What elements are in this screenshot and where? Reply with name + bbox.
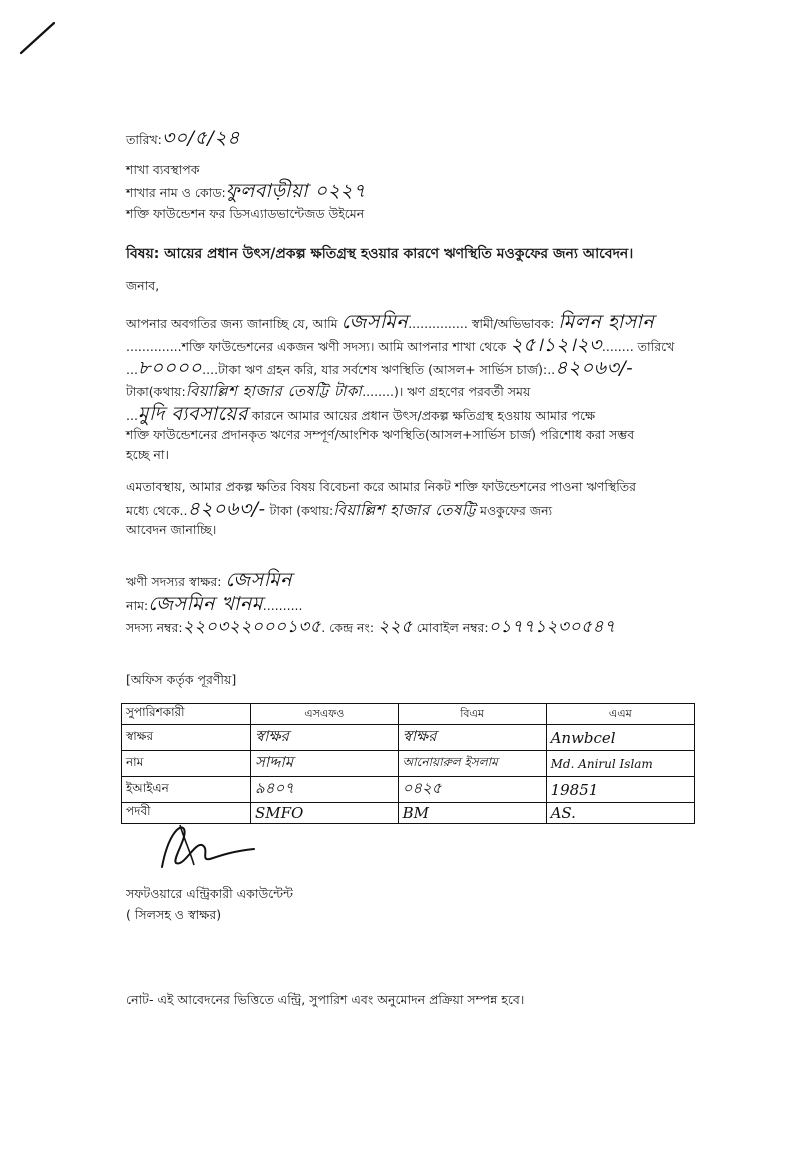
table-row xyxy=(122,777,695,803)
accountant-signature xyxy=(150,815,260,875)
am-signature: Anwbcel xyxy=(546,725,694,751)
date-label: তারিখ: xyxy=(126,132,162,147)
sfo-ein: ৯৪০৭ xyxy=(250,777,398,803)
body1-text4: ........ তারিখে xyxy=(601,339,675,354)
table-row xyxy=(122,751,695,777)
sfo-signature: স্বাক্ষর xyxy=(250,725,398,751)
member-number-line xyxy=(126,617,616,638)
pen-stroke-mark xyxy=(18,20,58,56)
center-number-handwritten: ২২৫ xyxy=(378,617,413,637)
loan-amount-handwritten: ৮০০০০ xyxy=(137,357,203,379)
header-sfo: এসএফও xyxy=(250,704,398,725)
bm-name: আনোয়ারুল ইসলাম xyxy=(398,751,546,777)
body1-line2 xyxy=(126,335,674,357)
balance-words-handwritten: বিয়াল্লিশ হাজার তেষট্টি টাকা xyxy=(185,382,363,400)
body1-text3: ..............শক্তি ফাউন্ডেশনের একজন ঋণী সদস্য। আমি আপনার শাখা থেকে xyxy=(126,339,507,354)
member-number-label: সদস্য নম্বর: xyxy=(126,620,183,635)
member-name-handwritten: জেসমিন xyxy=(341,311,409,333)
am-name: Md. Anirul Islam xyxy=(546,751,694,777)
guardian-name-handwritten: মিলন হাসান xyxy=(558,311,655,333)
branch-value: ফুলবাড়ীয়া ০২২৭ xyxy=(225,180,367,202)
waiver-amount-handwritten: ৪২০৬৩/- xyxy=(187,498,266,520)
header-bm: বিএম xyxy=(398,704,546,725)
body1-text9: কারনে আমার আয়ের প্রধান উৎস/প্রকল্প ক্ষতিগ্রস্থ হওয়ায় আমার পক্ষে xyxy=(247,408,596,423)
body2-line1: এমতাবস্থায়, আমার প্রকল্প ক্ষতির বিষয় বিবেচনা করে আমার নিকট শক্তি ফাউন্ডেশনের পাওনা ঋণস্থিতির xyxy=(126,479,637,494)
body1-text6: টাকা(কথায়: xyxy=(126,384,186,399)
body1-line1 xyxy=(126,312,654,334)
organization-name: শক্তি ফাউন্ডেশন ফর ডিসএ্যাডভান্টেজড উইমেন xyxy=(126,206,365,221)
body1-text5: ....টাকা ঋণ গ্রহন করি, যার সর্বশেষ ঋণস্থিতি (আসল+ সার্ভিস চার্জ):.. xyxy=(202,362,556,377)
date-line xyxy=(126,128,240,150)
header-recommender: সুপারিশকারী xyxy=(122,704,251,725)
center-label: . কেন্দ্র নং: xyxy=(321,620,375,635)
member-fullname-handwritten: জেসমিন খানম xyxy=(148,593,263,615)
body1-line4 xyxy=(126,381,530,402)
salutation: জনাব, xyxy=(126,278,160,293)
office-use-label: [অফিস কর্তৃক পূরণীয়] xyxy=(126,672,237,687)
am-ein: 19851 xyxy=(546,777,694,803)
body1-leading-dots: ... xyxy=(126,362,138,377)
bm-ein: ০৪২৫ xyxy=(398,777,546,803)
table-row xyxy=(122,725,695,751)
member-signature-label: ঋণী সদস্যর স্বাক্ষর: xyxy=(126,574,222,589)
member-signature: জেসমিন xyxy=(225,569,293,591)
row-label-signature: স্বাক্ষর xyxy=(122,725,251,751)
subject-line: বিষয়: আয়ের প্রধান উৎস/প্রকল্প ক্ষতিগ্রস্থ হওয়ার কারণে ঋণস্থিতি মওকুফের জন্য আবেদন। xyxy=(126,246,634,262)
office-table xyxy=(121,703,695,824)
mobile-label: মোবাইল নম্বর: xyxy=(416,620,489,635)
member-name-dots: .......... xyxy=(262,598,303,613)
row-label-designation: পদবী xyxy=(122,803,251,824)
body1-line7: হচ্ছে না। xyxy=(126,447,169,462)
am-designation: AS. xyxy=(546,803,694,824)
body1-dots: ... xyxy=(126,408,138,423)
member-name-line xyxy=(126,594,303,616)
member-number-handwritten: ২২০৩২২০০০১৩৫ xyxy=(182,617,322,637)
body1-text2: ............... স্বামী/অভিভাবক: xyxy=(408,316,555,331)
footer-note: নোট- এই আবেদনের ভিত্তিতে এন্ট্রি, সুপারিশ এবং অনুমোদন প্রক্রিয়া সম্পন্ন হবে। xyxy=(126,992,525,1007)
branch-label: শাখার নাম ও কোড: xyxy=(126,185,226,200)
body2-text3: টাকা (কথায়: xyxy=(265,503,334,518)
branch-line xyxy=(126,181,366,203)
body1-line5 xyxy=(126,404,595,426)
body1-line3 xyxy=(126,358,633,380)
bm-signature: স্বাক্ষর xyxy=(398,725,546,751)
body2-line2 xyxy=(126,499,552,521)
body2-text2: মধ্যে থেকে.. xyxy=(126,503,188,518)
recipient-title: শাখা ব্যবস্থাপক xyxy=(126,162,200,177)
body1-line6: শক্তি ফাউন্ডেশনের প্রদানকৃত ঋণের সম্পূর্ণ/আংশিক ঋণস্থিতি(আসল+সার্ভিস চার্জ) পরিশোধ করা সম্ভব xyxy=(126,427,635,442)
accountant-seal-note: ( সিলসহ ও স্বাক্ষর) xyxy=(126,907,222,922)
member-signature-line xyxy=(126,570,292,592)
office-table-header-row xyxy=(122,704,695,725)
body2-line3: আবেদন জানাচ্ছি। xyxy=(126,522,217,537)
date-value: ৩০/৫/২৪ xyxy=(161,127,240,149)
sfo-designation: SMFO xyxy=(250,803,398,824)
sfo-name: সাদ্দাম xyxy=(250,751,398,777)
waiver-words-handwritten: বিয়াল্লিশ হাজার তেষট্টি xyxy=(333,501,477,519)
bm-designation: BM xyxy=(398,803,546,824)
accountant-title: সফটওয়ারে এন্ট্রিকারী একাউন্টেন্ট xyxy=(126,886,293,901)
business-handwritten: মুদি ব্যবসায়ের xyxy=(137,403,248,425)
body1-text1: আপনার অবগতির জন্য জানাচ্ছি যে, আমি xyxy=(126,316,338,331)
balance-handwritten: ৪২০৬৩/- xyxy=(555,357,634,379)
mobile-number-handwritten: ০১৭৭১২৩০৫৪৭ xyxy=(488,617,616,637)
body2-text4: মওকুফের জন্য xyxy=(480,503,553,518)
row-label-name: নাম xyxy=(122,751,251,777)
body1-text7: ........)। ঋণ গ্রহণের পরবর্তী সময় xyxy=(362,384,531,399)
loan-date-handwritten: ২৫।১২।২৩ xyxy=(510,334,602,356)
row-label-ein: ইআইএন xyxy=(122,777,251,803)
header-am: এএম xyxy=(546,704,694,725)
member-name-label: নাম: xyxy=(126,598,149,613)
